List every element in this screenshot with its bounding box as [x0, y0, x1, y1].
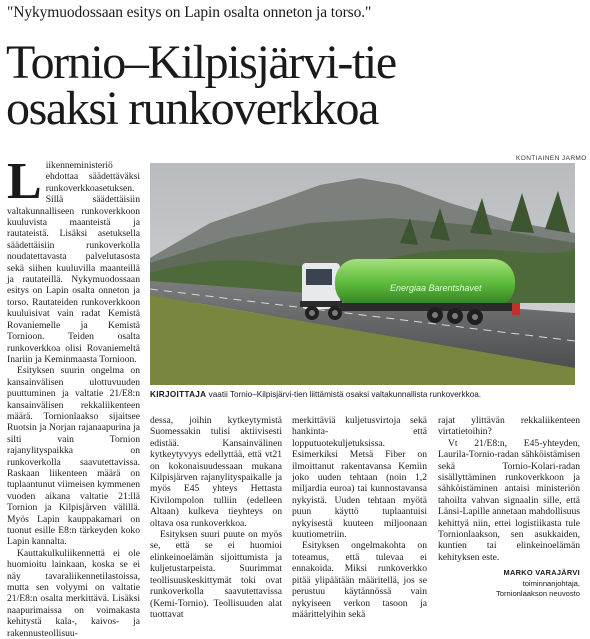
photo-credit: KONTIAINEN JARMO	[516, 155, 587, 162]
column-2	[150, 415, 282, 620]
paragraph: merkittäviä kuljetusvirtoja sekä hankinta- että lopputuotekuljetuksissa. Esimerkiksi Metsä Fiber on ilmoittanut rakentavansa Kemiin joko uuden tehtaan (noin 1,2 miljardia euroa) tai kunnostavansa nykyistä. Uuden tehtaan myötä puun käyttö tuplaantuisi nykyisestä kuuteen miljoonaan kuutiometriin.	[292, 415, 427, 541]
headline-line-2: osaksi runkoverkkoa	[6, 82, 378, 135]
paragraph: Esityksen suurin ongelma on kansainvälisen ulottuvuuden puuttuminen ja valtatie 21/E8:n kansainvälisen rekkaliikenteen määrä. Tornionlaakso sijaitsee Ruotsin ja Norjan rajanaapurina ja silti vain Tornion rajanylityspaikka on runkoverkolla saavutettavissa. Raskaan liikenteen määrä on tuplaantunut viimeisen kymmenen vuoden aikana valtatie 21:llä Tornion ja Kilpisjärven välillä. Myös Lapin kauppakamari on tuonut esille E8:n tärkeyden koko Lapin kannalta.	[7, 365, 140, 548]
column-4	[438, 415, 580, 599]
headline-line-1: Tornio–Kilpisjärvi-tie	[6, 36, 396, 89]
paragraph: Vt 21/E8:n, E45-yhteyden, Laurila-Tornio-radan sähköistämisen sekä Tornio-Kolari-radan sisällyttäminen runkoverkkoon ja sähköistäminen antaisi ministeriön tahoilta vahvan signaalin sille, että Länsi-Lapille annetaan mahdollisuus kehittyä niin, ettei logistiikasta tule Tornionlaakson, sen asukkaiden, kuntien tai elinkeinoelämän kehityksen este.	[438, 437, 580, 563]
author-name: MARKO VARAJÄRVI	[503, 568, 580, 578]
column-1	[7, 153, 140, 639]
headline	[6, 36, 396, 135]
photo-caption	[150, 390, 580, 400]
caption-text: vaatii Tornio–Kilpisjärvi-tien liittämistä osaksi valtakunnallista runkoverkkoa.	[206, 390, 482, 399]
author-signature	[438, 567, 580, 598]
pull-quote: "Nykymuodossaan esitys on Lapin osalta onneton ja torso."	[7, 4, 372, 21]
author-organization: Tornionlaakson neuvosto	[495, 588, 580, 598]
paragraph: rajat ylittävän rekkaliikenteen virtatietoihin?	[438, 415, 580, 438]
article-photo	[150, 163, 575, 385]
paragraph: Esityksen ongelmakohta on toteamus, että tulevaa ei ennakoida. Miksi runkoverkko pitää ylipäätään määritellä, jos se perustuu käytännössä vain nykyiseen verkon tasoon ja määrittelyihin sekä	[292, 540, 427, 620]
author-title: toiminnanjohtaja,	[522, 578, 580, 588]
truck-tank-text: Energiaa Barentshavet	[390, 283, 482, 293]
paragraph: Esityksen suuri puute on myös se, että se ei huomioi elinkeinoelämän sijoittumista ja kuljetustarpeista. Suurimmat teollisuuskeskittymät toki ovat runkoverkolla saavutettavissa (Kemi-Tornio). Teollisuuden alat tuottavat	[150, 529, 282, 620]
paragraph-text: iikenneministeriö ehdottaa säädettäväksi runkoverkkoasetuksen. Sillä säädettäisiin valtakunnalliseen runkoverkkoon kuuluvista maanteistä ja rautateistä. Lisäksi asetuksella säädettäisiin runkoverkolla noudatettavasta palvelutasosta sekä siihen kuuluvilla maanteillä ja rautateillä. Nykymuodossaan esitys on Lapin osalta onneton ja torso. Rautateiden runkoverkkoon kuuluisivat vain radat Kemistä Rovaniemelle ja Kemistä Tornioon. Teiden osalta runkoverkkoa olisi Rovaniemeltä Inariin ja Keminmaasta Tornioon.	[7, 160, 140, 365]
paragraph	[7, 153, 140, 365]
caption-lead: KIRJOITTAJA	[150, 390, 207, 399]
column-3	[292, 415, 427, 620]
truck-on-road-illustration	[150, 163, 575, 385]
drop-cap: L	[7, 153, 42, 210]
paragraph: Kauttakulkuliikennettä ei ole huomioitu lainkaan, koska se ei näy tavaraliikennetilastoissa, mutta sen volyymi on valtatie 21/E8:n osalta merkittävä. Lisäksi naapurimaissa on voimakasta kehitystä kala-, kaivos- ja rakennusteollisuu-	[7, 547, 140, 639]
paragraph: dessa, joihin kytkeytymistä Suomessakin tulisi aktiivisesti edistää. Kansainvälinen kytkeytyvyys edellyttää, että vt21 on kokonaisuudessaan mukana Kilpisjärven rajanylityspaikalle ja myös E45 yhteys Hettasta Kivilompolon tulliin (edelleen Altaan) kulkeva tieyhteys on oltava osa runkoverkkoa.	[150, 415, 282, 529]
